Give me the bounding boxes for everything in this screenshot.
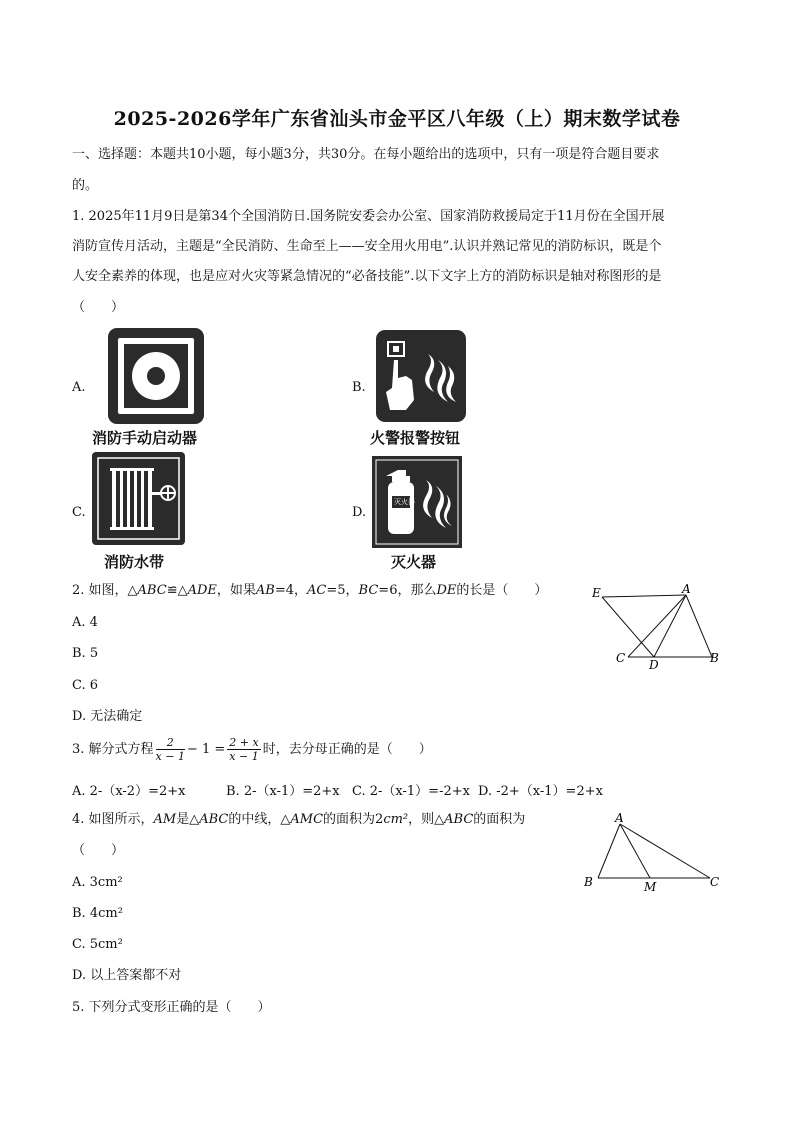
- q2-option-a: A. 4: [72, 615, 98, 630]
- q3-option-a: A. 2-（x-2）=2+x: [72, 784, 186, 799]
- q3-option-b: B. 2-（x-1）=2+x: [226, 784, 340, 799]
- q3-option-d: D. -2+（x-1）=2+x: [478, 784, 603, 799]
- q4-paren: （ ）: [72, 843, 125, 858]
- q1-option-b-letter: B.: [352, 380, 366, 395]
- q3-fraction-2: $\frac{2 + x}{x - 1}$: [229, 736, 259, 763]
- q1-option-a-letter: A.: [72, 380, 86, 395]
- extinguisher-label: 灭火器: [394, 498, 415, 506]
- q4-option-c: C. 5cm²: [72, 937, 123, 952]
- q2-label-e: E: [592, 586, 601, 600]
- page-title: 2025-2026学年广东省汕头市金平区八年级（上）期末数学试卷: [113, 108, 681, 130]
- section-instructions-line1: 一、选择题：本题共10小题，每小题3分，共30分。在每小题给出的选项中，只有一项是符合题目要求: [72, 147, 660, 162]
- manual-start-icon: [108, 328, 204, 424]
- q1-option-a-caption: 消防手动启动器: [92, 429, 198, 447]
- q1-paren: （ ）: [72, 300, 125, 315]
- q1-line1: 1. 2025年11月9日是第34个全国消防日.国务院安委会办公室、国家消防救援局定于11月份在全国开展: [72, 209, 665, 224]
- q2-label-c: C: [616, 651, 626, 665]
- q4-option-b: B. 4cm²: [72, 906, 123, 921]
- q3-option-c: C. 2-（x-1）=-2+x: [352, 784, 470, 799]
- q4-label-b: B: [584, 875, 593, 889]
- fire-hose-icon: [92, 452, 185, 545]
- q4-triangle-figure: [578, 810, 728, 895]
- q2-option-b: B. 5: [72, 646, 99, 661]
- q1-line2: 消防宣传月活动，主题是“全民消防、生命至上——安全用火用电”.认识并熟记常见的消防标识，既是个: [72, 239, 662, 254]
- q2-stem: 2. 如图，△ABC≌△ADE，如果AB=4，AC=5，BC=6，那么DE的长是（ ）: [72, 583, 548, 598]
- q1-line3: 人安全素养的体现，也是应对火灾等紧急情况的“必备技能”.以下文字上方的消防标识是轴对称图形的是: [72, 269, 662, 284]
- q3-fraction-1: $\frac{2}{x - 1}$: [155, 736, 185, 763]
- q1-option-c-letter: C.: [72, 505, 86, 520]
- section-instructions-line2: 的。: [72, 178, 99, 193]
- q2-label-a: A: [682, 582, 691, 596]
- q1-option-b-caption: 火警报警按钮: [370, 429, 461, 447]
- fire-alarm-button-icon: [376, 330, 466, 422]
- fire-extinguisher-icon: [372, 456, 462, 548]
- q4-label-c: C: [710, 875, 720, 889]
- q2-option-d: D. 无法确定: [72, 709, 143, 724]
- q1-option-d-letter: D.: [352, 505, 367, 520]
- q4-label-m: M: [644, 880, 657, 894]
- q2-label-b: B: [710, 651, 719, 665]
- q1-option-c-caption: 消防水带: [104, 553, 165, 571]
- q4-stem: 4. 如图所示，AM是△ABC的中线，△AMC的面积为2cm²，则△ABC的面积为: [72, 812, 526, 827]
- q4-option-d: D. 以上答案都不对: [72, 968, 182, 983]
- q5-stem: 5. 下列分式变形正确的是（ ）: [72, 1000, 271, 1015]
- q3-stem: 3. 解分式方程 $\frac{2}{x - 1}$ − 1 = $\frac{2 + x}{x - 1}$ 时，去分母正确的是（ ）: [72, 736, 432, 763]
- q2-option-c: C. 6: [72, 678, 99, 693]
- q4-option-a: A. 3cm²: [72, 875, 123, 890]
- q1-option-d-caption: 灭火器: [391, 553, 437, 571]
- q4-label-a: A: [615, 811, 624, 825]
- q2-label-d: D: [649, 658, 659, 672]
- q2-triangle-figure: [586, 580, 726, 675]
